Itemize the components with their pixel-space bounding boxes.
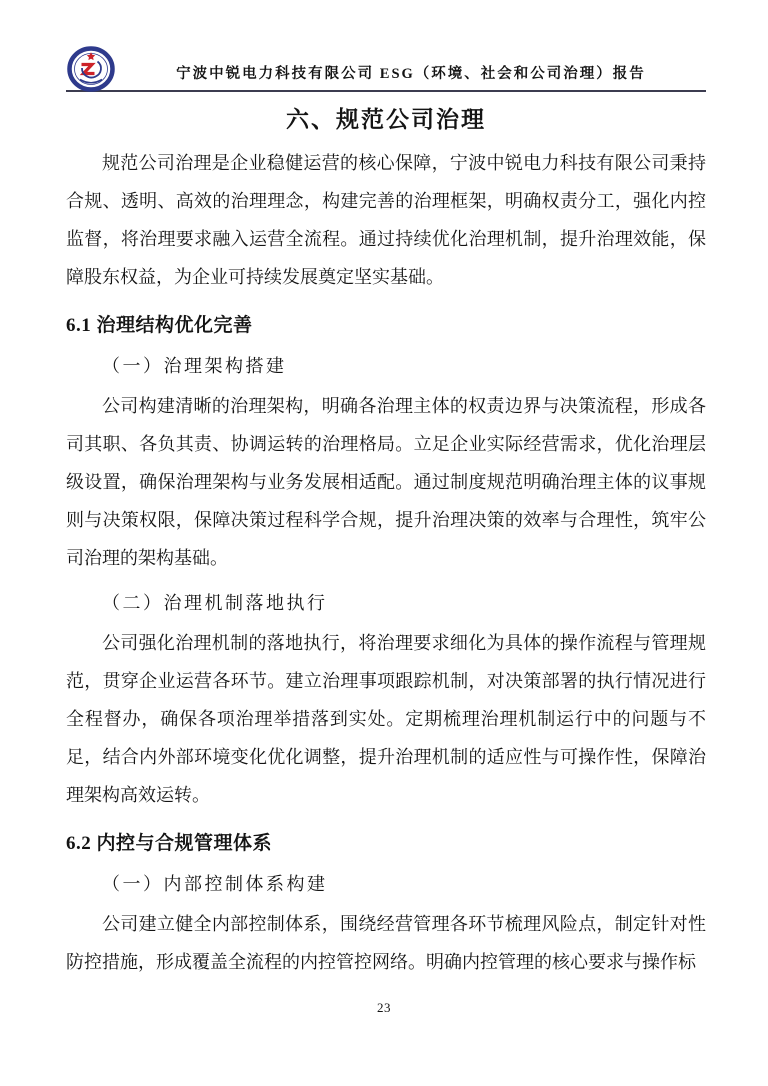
- paragraph-mechanism-execution: 公司强化治理机制的落地执行，将治理要求细化为具体的操作流程与管理规范，贯穿企业运营各环节。建立治理事项跟踪机制，对决策部署的执行情况进行全程督办，确保各项治理举措落到实处。定期梳理治理机制运行中的问题与不足，结合内外部环境变化优化调整，提升治理机制的适应性与可操作性，保障治理架构高效运转。: [66, 633, 706, 805]
- header-divider: [66, 90, 706, 92]
- subsection-heading-internal-control: （一）内部控制体系构建: [102, 874, 328, 894]
- document-body: [0, 103, 768, 981]
- subsection-heading-governance-structure: （一）治理架构搭建: [102, 356, 287, 376]
- chapter-title: 六、规范公司治理: [286, 107, 486, 132]
- intro-paragraph: 规范公司治理是企业稳健运营的核心保障，宁波中锐电力科技有限公司秉持合规、透明、高效的治理理念，构建完善的治理框架，明确权责分工，强化内控监督，将治理要求融入运营全流程。通过持续优化治理机制，提升治理效能，保障股东权益，为企业可持续发展奠定坚实基础。: [66, 153, 706, 287]
- subsection-heading-mechanism-execution: （二）治理机制落地执行: [102, 593, 328, 613]
- section-heading-6-1: 6.1 治理结构优化完善: [66, 315, 253, 336]
- paragraph-internal-control: 公司建立健全内部控制体系，围绕经营管理各环节梳理风险点，制定针对性防控措施，形成覆盖全流程的内控管控网络。明确内控管理的核心要求与操作标: [66, 914, 706, 972]
- header-title: 宁波中锐电力科技有限公司 ESG（环境、社会和公司治理）报告: [176, 66, 646, 82]
- page-header: [0, 0, 768, 92]
- paragraph-governance-structure: 公司构建清晰的治理架构，明确各治理主体的权责边界与决策流程，形成各司其职、各负其责、协调运转的治理格局。立足企业实际经营需求，优化治理层级设置，确保治理架构与业务发展相适配。通过制度规范明确治理主体的议事规则与决策权限，保障决策过程科学合规，提升治理决策的效率与合理性，筑牢公司治理的架构基础。: [66, 396, 706, 568]
- page-number: 23: [377, 1000, 391, 1015]
- section-heading-6-2: 6.2 内控与合规管理体系: [66, 833, 273, 854]
- company-logo-icon: [66, 46, 116, 92]
